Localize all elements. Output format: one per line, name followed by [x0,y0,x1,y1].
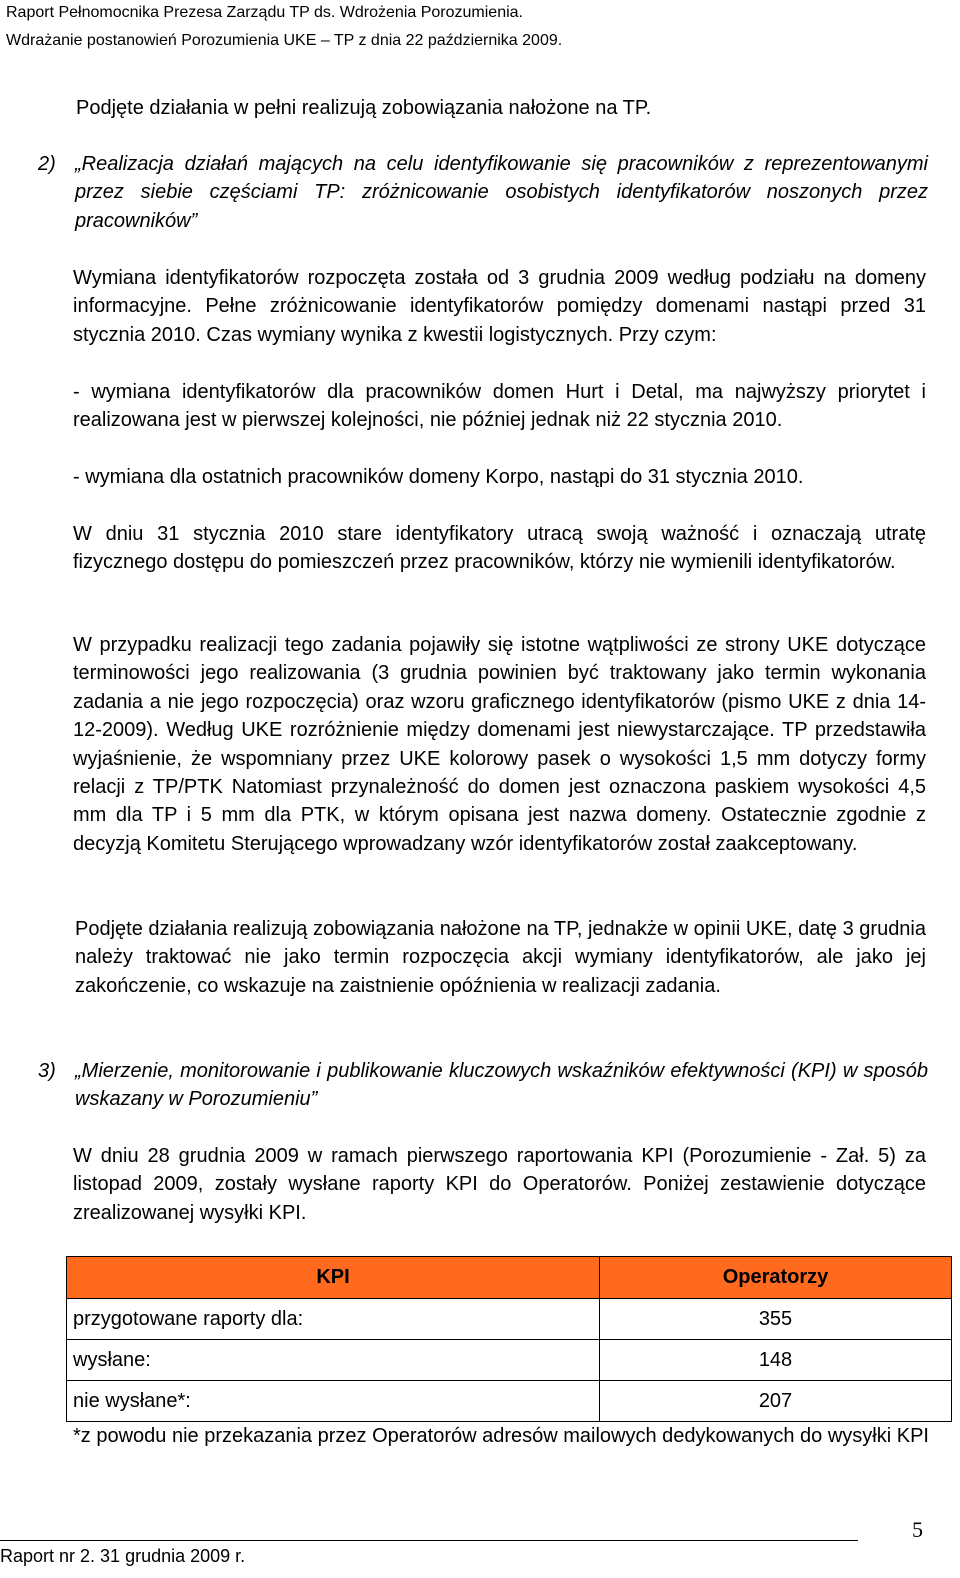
kpi-table [66,1256,952,1422]
paragraph-summary-2: Podjęte działania realizują zobowiązania nałożone na TP, jednakże w opinii UKE, datę 3 grudnia należy traktować nie jako termin rozpoczęcia akcji wymiany identyfikatorów, ale jako jej zakończenie, co wskazuje na zaistnienie opóźnienia w realizacji zadania. [75,918,926,997]
table-header-row [67,1257,952,1299]
footer-report-label: Raport nr 2. 31 grudnia 2009 r. [0,1546,246,1566]
page-number: 5 [912,1517,923,1542]
list-item-2 [38,150,928,235]
paragraph-exchange: Wymiana identyfikatorów rozpoczęta została od 3 grudnia 2009 według podziału na domeny informacyjne. Pełne zróżnicowanie identyfikatorów pomiędzy domenami nastąpi przed 31 stycznia 2010. Czas wymiany wynika z kwestii logistycznych. Przy czym: [73,267,926,346]
paragraph-bullet-1: - wymiana identyfikatorów dla pracowników domen Hurt i Detal, ma najwyższy priorytet i realizowana jest w pierwszej kolejności, nie później jednak niż 22 stycznia 2010. [73,381,926,432]
table-cell-label: wysłane: [67,1340,600,1381]
table-cell-label: nie wysłane*: [67,1381,600,1422]
header-line-2: Wdrażanie postanowień Porozumienia UKE – TP z dnia 22 października 2009. [6,32,563,49]
table-header-kpi: KPI [67,1257,600,1299]
header-line-1: Raport Pełnomocnika Prezesa Zarządu TP ds. Wdrożenia Porozumienia. [6,4,523,21]
table-cell-value: 355 [600,1299,952,1340]
paragraph-uke-doubts: W przypadku realizacji tego zadania pojawiły się istotne wątpliwości ze strony UKE dotyczące terminowości jego realizowania (3 grudnia powinien być traktowany jako termin wykonania zadania a nie jego rozpoczęcia) oraz wzoru graficznego identyfikatorów (pismo UKE z dnia 14-12-2009). Według UKE rozróżnienie między domenami jest niewystarczające. TP przedstawiła wyjaśnienie, że wspomniany przez UKE kolorowy pasek o wysokości 1,5 mm dotyczy formy relacji z TP/PTK Natomiast przynależność do domen jest oznaczona paskiem wysokości 4,5 mm dla TP i 5 mm dla PTK, w którym opisana jest nazwa domeny. Ostatecznie zgodnie z decyzją Komitetu Sterującego wprowadzany wzór identyfikatorów został zaakceptowany. [73,634,926,855]
paragraph-bullet-2: - wymiana dla ostatnich pracowników domeny Korpo, nastąpi do 31 stycznia 2010. [73,466,804,488]
table-row [67,1299,952,1340]
paragraph-summary-1: Podjęte działania w pełni realizują zobowiązania nałożone na TP. [76,97,652,119]
table-cell-label: przygotowane raporty dla: [67,1299,600,1340]
list-item-heading: „Realizacja działań mających na celu identyfikowanie się pracowników z reprezentowanymi przez siebie częściami TP: zróżnicowanie osobistych identyfikatorów noszonych przez pracowników” [75,153,928,232]
paragraph-kpi-report: W dniu 28 grudnia 2009 w ramach pierwszego raportowania KPI (Porozumienie - Zał. 5) za listopad 2009, zostały wysłane raporty KPI do Operatorów. Poniżej zestawienie dotyczące zrealizowanej wysyłki KPI. [73,1145,926,1224]
list-item-number: 3) [38,1060,56,1082]
footer-divider [0,1540,858,1541]
list-item-heading: „Mierzenie, monitorowanie i publikowanie kluczowych wskaźników efektywności (KPI) w sposób wskazany w Porozumieniu” [75,1060,928,1111]
paragraph-deadline: W dniu 31 stycznia 2010 stare identyfikatory utracą swoją ważność i oznaczają utratę fizycznego dostępu do pomieszczeń przez pracowników, którzy nie wymienili identyfikatorów. [73,523,926,574]
table-header-operators: Operatorzy [600,1257,952,1299]
table-cell-value: 207 [600,1381,952,1422]
table-row [67,1340,952,1381]
table-footnote: *z powodu nie przekazania przez Operatorów adresów mailowych dedykowanych do wysyłki KPI [73,1425,929,1447]
list-item-3 [38,1057,928,1114]
table-cell-value: 148 [600,1340,952,1381]
list-item-number: 2) [38,153,56,175]
table-row [67,1381,952,1422]
